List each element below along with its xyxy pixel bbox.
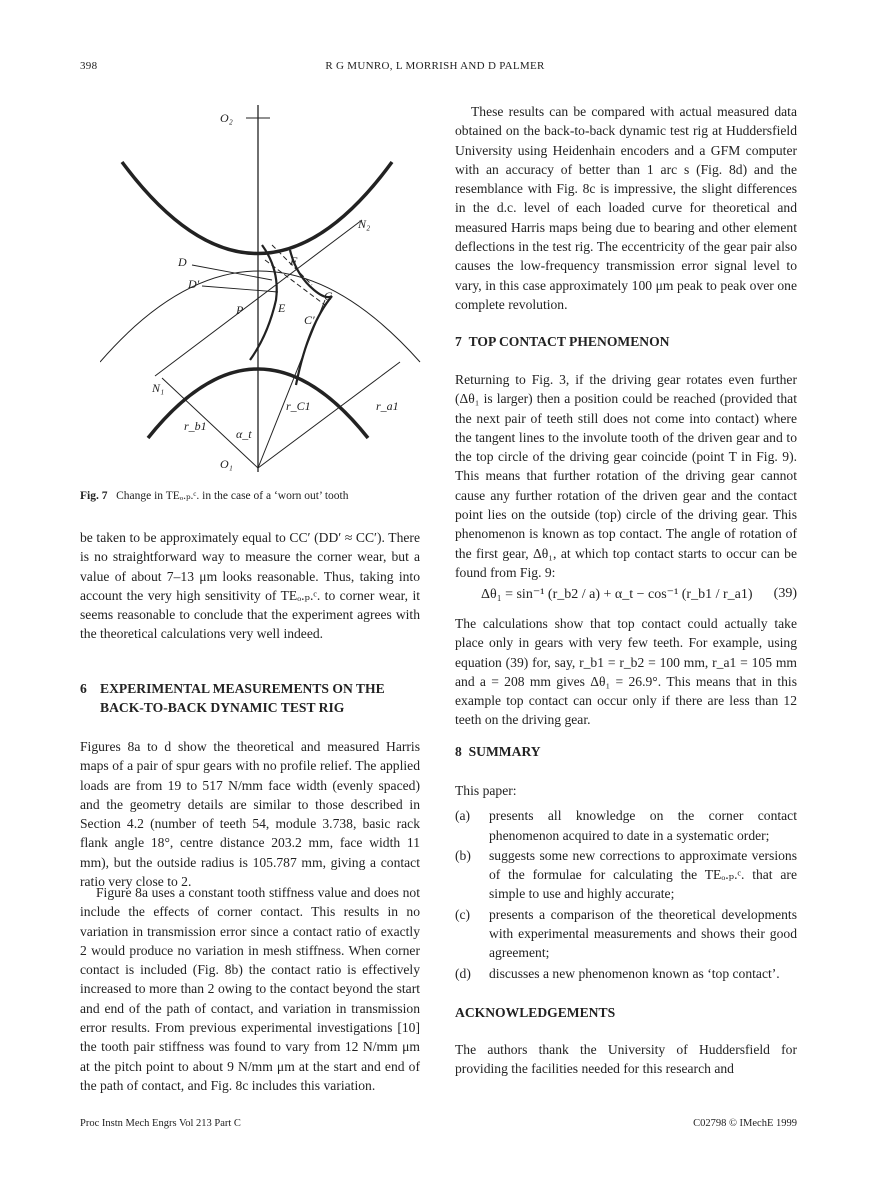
equation-number: (39) [773, 586, 797, 601]
section-6-title: EXPERIMENTAL MEASUREMENTS ON THE BACK-TO-BACK DYNAMIC TEST RIG [100, 681, 385, 715]
label-rb1: r_b1 [184, 419, 207, 433]
radius-rb1 [162, 378, 258, 468]
acknowledgements-text: The authors thank the University of Huddersfield for providing the facilities needed for this research and [455, 1042, 797, 1077]
section-7-title: TOP CONTACT PHENOMENON [468, 334, 670, 349]
acknowledgements-heading: ACKNOWLEDGEMENTS [455, 1005, 616, 1020]
right-paragraph-3: The calculations show that top contact could actually take place only in gears with very few teeth. For example, using equation (39) for, say, r_b1 = r_b2 = 100 mm, r_a1 = 105 mm and a = 208 mm gives Δθ₁ = 26.9°. This means that in this example top contact can occur only if there are less than 12 teeth on the driving gear. [455, 616, 797, 728]
label-o2: O₂ [220, 111, 233, 125]
label-ra1: r_a1 [376, 399, 399, 413]
figure-caption [80, 488, 420, 502]
summary-item: (c) presents a comparison of the theoretical developments with experimental measurements and shows their good agreement; [455, 906, 797, 961]
section-8-number: 8 [455, 744, 462, 759]
caption-text: Change in TEₒ.ₚ.ᶜ. in the case of a ‘worn out’ tooth [116, 490, 349, 502]
equation-39 [455, 578, 797, 614]
label-c-prime: C′ [304, 313, 315, 327]
section-6-number: 6 [80, 681, 87, 696]
label-o1: O₁ [220, 457, 233, 471]
footer-journal: Proc Instn Mech Engrs Vol 213 Part C [80, 1118, 241, 1129]
driving-gear-tip-circle [100, 271, 420, 362]
summary-item: (d) discusses a new phenomenon known as ‘top contact’. [455, 965, 780, 981]
section-8-heading [455, 742, 797, 761]
summary-item: (b) suggests some new corrections to approximate versions of the formulae for calculating the TEₒ.ₚ.ᶜ. that are simple to use and highly accurate; [455, 847, 797, 902]
running-header: R G MUNRO, L MORRISH AND D PALMER [325, 60, 545, 72]
label-n1: N₁ [152, 381, 165, 395]
leader-d-prime [202, 286, 278, 292]
label-e: E [278, 301, 286, 315]
leader-d [192, 265, 272, 280]
section-6-heading [80, 679, 420, 717]
summary-list [455, 806, 797, 983]
label-p: P [236, 303, 244, 317]
label-d: D [178, 255, 187, 269]
equation-text: Δθ₁ = sin⁻¹ (r_b2 / a) + α_t − cos⁻¹ (r_b1 / r_a1) [481, 587, 753, 602]
summary-block [455, 781, 797, 984]
caption-label: Fig. 7 [80, 490, 108, 502]
label-alpha-t: α_t [236, 427, 252, 441]
gear-contact-diagram [100, 100, 440, 485]
left-paragraph-2: Figures 8a to d show the theoretical and measured Harris maps of a pair of spur gears with no profile relief. The applied loads are from 19 to 517 N/mm face width (evenly spaced) and the geometry details are similar to those described in Section 4.2 (number of teeth 54, module 3.738, basic rack flank angle 18°, centre distance 203.2 mm, face width 11 mm), but the outside radius is 105.787 mm, giving a contact ratio very close to 2. [80, 739, 420, 890]
section-8-title: SUMMARY [468, 744, 541, 759]
left-paragraph-1: be taken to be approximately equal to CC′ (DD′ ≈ CC′). There is no straightforward way to measure the corner wear, but a value of about 7–13 μm looks reasonable. Thus, taking into account the very high sensitivity of TEₒ.ₚ.ᶜ. to corner wear, it seems reasonable to conclude that the experiment agrees with the theoretical calculations very well indeed. [80, 530, 420, 642]
tooth-flank-lower [296, 296, 332, 385]
label-rc1: r_C1 [286, 399, 311, 413]
driven-gear-circle [122, 162, 392, 254]
label-f: F [290, 254, 298, 268]
right-paragraph-1: These results can be compared with actual measured data obtained on the back-to-back dynamic test rig at Huddersfield University using Heidenhain encoders and a GFM computer with an accuracy of better than 1 arc s (Fig. 8d) and the resemblance with Fig. 8c is impressive, the slight differences in the d.c. level of each loaded curve for theoretical and measured Harris maps being due to bearing and other element deflections in the test rig. The eccentricity of the gear pair also causes the low-frequency transmission error signal level to vary, in this case approximately 100 μm peak to peak over one complete revolution. [455, 104, 797, 312]
right-paragraph-2: Returning to Fig. 3, if the driving gear rotates even further (Δθ₁ is larger) then a position could be reached (provided that the next pair of teeth still does not come into contact) where the tangent lines to the involute tooth of the driven gear and to the top circle of the driving gear coincide (point T in Fig. 9). This means that further rotation of the driving gear cannot cause any further rotation of the driven gear and the contact point lies on the outside (top) circle of the driving gear. This phenomenon is known as top contact. The angle of rotation of the first gear, Δθ₁, at which top contact starts to occur can be found from Fig. 9: [455, 372, 797, 580]
footer-copyright: C02798 © IMechE 1999 [693, 1118, 797, 1129]
page-number: 398 [80, 60, 98, 72]
label-c: C [324, 289, 333, 303]
label-d-prime: D′ [188, 277, 200, 291]
tooth-flank-left [250, 245, 277, 360]
summary-item: (a) presents all knowledge on the corner contact phenomenon acquired to date in a systematic order; [455, 808, 797, 843]
summary-intro: This paper: [455, 783, 517, 798]
left-paragraph-3: Figure 8a uses a constant tooth stiffness value and does not include the effects of corner contact. This results in no variation in transmission error since a contact ratio of exactly 2 would produce no variation in mesh stiffness. When corner contact is included (Fig. 8b) the contact ratio is effectively increased to more than 2 owing to the contact beyond the start and end of the path of contact, and variation in transmission error results. From previous experimental investigations [10] the tooth pair stiffness was found to vary from 12 N/mm μm at the pitch point to about 9 N/mm μm at the start and end of the path of contact, and Fig. 8c includes this variation. [80, 885, 420, 1093]
section-7-heading [455, 332, 797, 351]
section-7-number: 7 [455, 334, 462, 349]
label-n2: N₂ [358, 217, 371, 231]
